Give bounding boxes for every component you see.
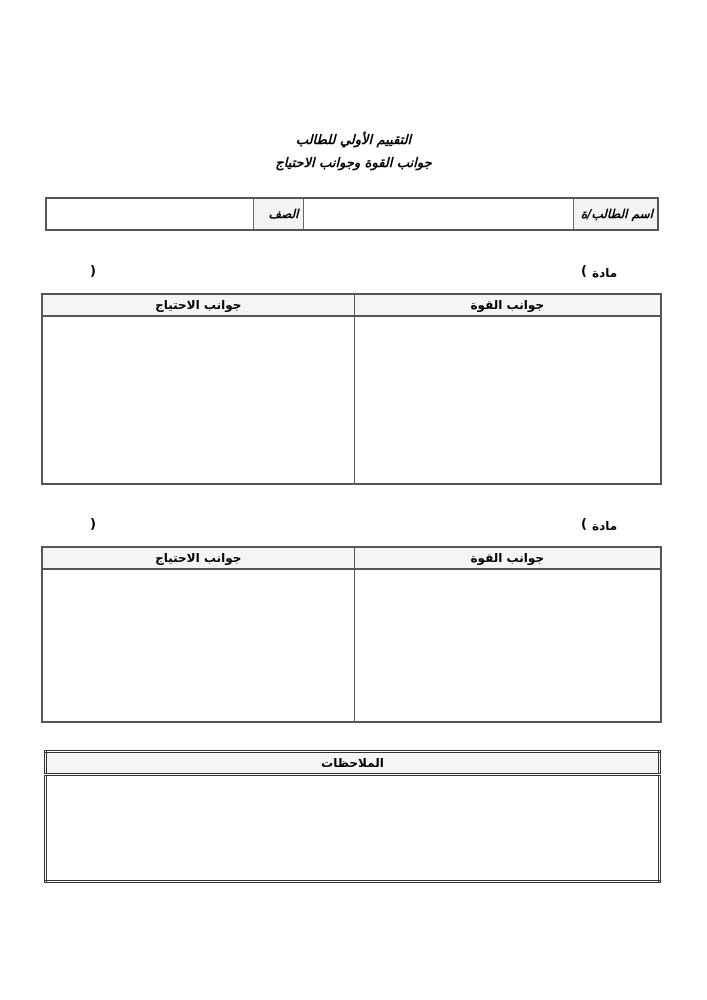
table-header-row [42,294,661,316]
notes-body-row [46,775,660,882]
table-body-row [42,316,661,484]
strengths-needs-table-1 [41,293,662,485]
strengths-header: جوانب القوة [354,294,661,316]
student-name-field[interactable] [303,198,573,230]
strengths-header: جوانب القوة [354,547,661,569]
needs-header: جوانب الاحتياج [42,294,354,316]
notes-header-row [46,752,660,775]
student-info-row [46,198,658,230]
table-header-row [42,547,661,569]
needs-cell[interactable] [42,569,354,722]
subject-paren-close-1: ) [90,264,96,279]
subject-paren-open-2: ( [581,517,587,532]
form-title: التقييم الأولي للطالب [295,133,412,148]
subject-label-1: مادة [592,266,618,280]
notes-header: الملاحظات [46,752,660,775]
subject-paren-close-2: ) [90,517,96,532]
grade-field[interactable] [46,198,253,230]
student-name-label: اسم الطالب/ة [573,198,658,230]
form-subtitle: جوانب القوة وجوانب الاحتياج [275,156,432,171]
notes-cell[interactable] [46,775,660,882]
grade-label: الصف [253,198,303,230]
needs-header: جوانب الاحتياج [42,547,354,569]
student-info-table [45,197,659,231]
notes-table [44,750,661,883]
table-body-row [42,569,661,722]
subject-label-2: مادة [592,519,618,533]
needs-cell[interactable] [42,316,354,484]
strengths-needs-table-2 [41,546,662,723]
strengths-cell[interactable] [354,569,661,722]
subject-paren-open-1: ( [581,264,587,279]
strengths-cell[interactable] [354,316,661,484]
